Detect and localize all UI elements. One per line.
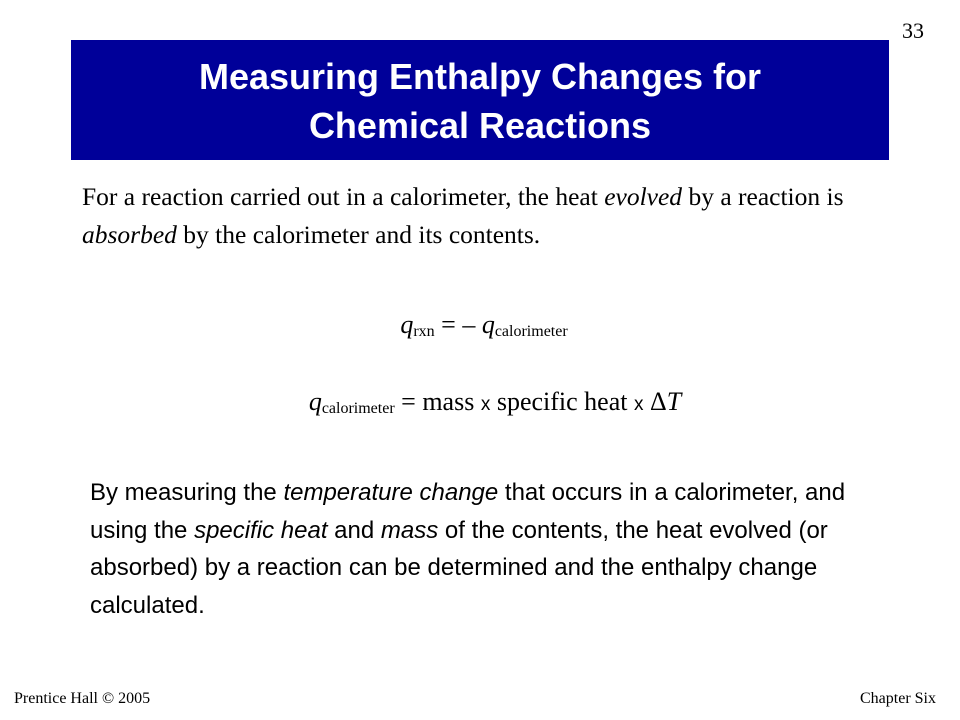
eq1-calorimeter-subscript: calorimeter xyxy=(494,323,568,340)
body-text-4: of the contents, the heat evolved (or absorbed) by a reaction can be determined and the enthalpy change calculated. xyxy=(90,516,828,619)
body-paragraph xyxy=(90,474,890,624)
body-mass: mass xyxy=(380,516,439,544)
equation-q-calorimeter xyxy=(0,387,960,418)
body-text-1: By measuring the xyxy=(90,479,284,506)
eq1-rxn-subscript: rxn xyxy=(413,323,435,340)
title-line-1: Measuring Enthalpy Changes for xyxy=(198,56,762,97)
intro-text-2: by a reaction is xyxy=(682,182,844,211)
eq1-q-rxn-symbol: q xyxy=(400,310,414,339)
eq2-times-1: x xyxy=(480,394,491,415)
intro-text-1: For a reaction carried out in a calorimeter, the heat xyxy=(82,182,605,211)
intro-paragraph xyxy=(82,178,882,254)
eq1-equals-minus: = – xyxy=(434,310,482,339)
eq2-delta: Δ xyxy=(643,387,667,416)
slide-number: 33 xyxy=(902,18,924,43)
eq2-q-symbol: q xyxy=(308,387,322,416)
footer-chapter: Chapter Six xyxy=(860,690,936,707)
eq2-T-symbol: T xyxy=(666,387,682,416)
body-temperature-change: temperature change xyxy=(283,479,499,506)
eq2-calorimeter-subscript: calorimeter xyxy=(321,400,395,417)
body-text-3: and xyxy=(327,516,381,544)
intro-absorbed: absorbed xyxy=(82,220,177,249)
eq1-q-cal-symbol: q xyxy=(481,310,495,339)
footer-copyright: Prentice Hall © 2005 xyxy=(14,690,151,707)
intro-evolved: evolved xyxy=(604,182,683,211)
eq2-specific-heat: specific heat xyxy=(490,387,634,416)
title-line-2: Chemical Reactions xyxy=(308,105,652,146)
body-text-2: that occurs in a calorimeter, and using the xyxy=(90,479,846,544)
body-specific-heat: specific heat xyxy=(194,516,328,544)
eq2-times-2: x xyxy=(633,394,644,415)
eq2-equals-mass: = mass xyxy=(394,387,481,416)
title-banner xyxy=(71,40,889,160)
intro-text-3: by the calorimeter and its contents. xyxy=(176,220,541,249)
equation-q-rxn xyxy=(0,310,960,341)
